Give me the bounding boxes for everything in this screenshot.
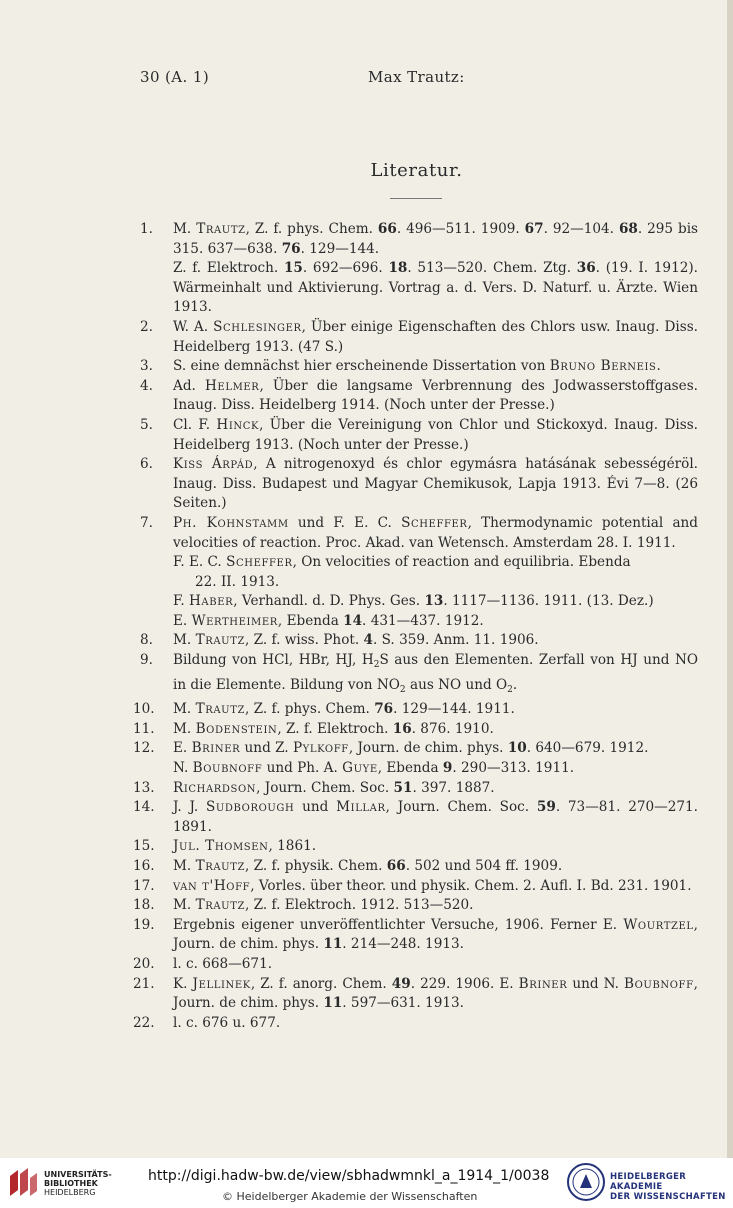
reference-5 xyxy=(133,416,698,455)
reference-text: Ad. Helmer, Über die langsame Verbrennung des Jodwasserstoffgases. Inaug. Diss. Heidelberg 1914. (Noch unter der Presse.) xyxy=(173,377,698,414)
reference-13 xyxy=(133,779,698,799)
reference-number: 22. xyxy=(133,1014,155,1031)
reference-number: 10. xyxy=(133,701,155,718)
reference-number: 21. xyxy=(133,975,155,992)
reference-text-continued: E. Wertheimer, Ebenda 14. 431—437. 1912. xyxy=(173,612,484,629)
reference-number: 7. xyxy=(140,514,153,531)
reference-number: 17. xyxy=(133,877,155,894)
reference-text: M. Trautz, Z. f. Elektroch. 1912. 513—520. xyxy=(173,897,474,914)
section-title: Literatur. xyxy=(370,160,463,181)
permalink-url[interactable]: http://digi.hadw-bw.de/view/sbhadwmnkl_a_1914_1/0038 xyxy=(148,1168,550,1184)
reference-text: M. Trautz, Z. f. phys. Chem. 66. 496—511. 1909. 67. 92—104. 68. 295 bis 315. 637—638. 76. 129—144. xyxy=(173,221,699,257)
reference-text: W. A. Schlesinger, Über einige Eigenschaften des Chlors usw. Inaug. Diss. Heidelberg 1913. (47 S.) xyxy=(173,318,698,355)
reference-17 xyxy=(133,877,698,897)
reference-text-continued: Z. f. Elektroch. 15. 692—696. 18. 513—520. Chem. Ztg. 36. (19. I. 1912). Wärmeinhalt und Aktivierung. Vortrag a. d. Vers. D. Naturf. u. Ärzte. Wien 1913. xyxy=(173,260,698,316)
reference-21 xyxy=(133,975,698,1014)
reference-22 xyxy=(133,1014,698,1034)
reference-number: 1. xyxy=(140,221,153,237)
reference-text: Bildung von HCl, HBr, HJ, $H_2S$ aus den Elementen. Zerfall von HJ und NO in die Elemente. Bildung von $NO_2$ aus NO und $O_2$. xyxy=(173,652,698,695)
reference-number: 4. xyxy=(140,377,153,394)
reference-11 xyxy=(133,720,698,740)
reference-2 xyxy=(133,318,698,357)
reference-text: Ergebnis eigener unveröffentlichter Versuche, 1906. Ferner E. Wourtzel, Journ. de chim. phys. 11. 214—248. 1913. xyxy=(173,916,698,953)
running-author: Max Trautz: xyxy=(368,68,465,86)
reference-4 xyxy=(133,377,698,416)
reference-10 xyxy=(133,700,698,720)
reference-8 xyxy=(133,631,698,651)
academy-seal-icon xyxy=(566,1162,606,1202)
reference-text: S. eine demnächst hier erscheinende Dissertation von Bruno Berneis. xyxy=(173,358,661,375)
reference-number: 9. xyxy=(140,652,153,669)
copyright-notice: © Heidelberger Akademie der Wissenschaften xyxy=(222,1190,478,1203)
reference-9 xyxy=(133,651,698,700)
reference-text: Richardson, Journ. Chem. Soc. 51. 397. 1887. xyxy=(173,779,495,796)
reference-text: l. c. 668—671. xyxy=(173,955,273,972)
reference-12 xyxy=(133,739,698,778)
reference-20 xyxy=(133,955,698,975)
reference-text: Ph. Kohnstamm und F. E. C. Scheffer, Thermodynamic potential and velocities of reaction. Proc. Akad. van Wetensch. Amsterdam 28. I. 1911. xyxy=(173,514,699,551)
reference-text: Kiss Árpád, A nitrogenoxyd és chlor egymásra hatásának sebességéröl. Inaug. Diss. Budapest und Magyar Chemikusok, Lapja 1913. Évi 7—8. (26 Seiten.) xyxy=(173,456,698,512)
reference-text: K. Jellinek, Z. f. anorg. Chem. 49. 229. 1906. E. Briner und N. Boubnoff, Journ. de chim. phys. 11. 597—631. 1913. xyxy=(173,975,698,1012)
reference-text-continued: F. E. C. Scheffer, On velocities of reaction and equilibria. Ebenda xyxy=(173,554,631,571)
title-divider xyxy=(390,198,442,199)
reference-14 xyxy=(133,798,698,837)
page-number: 30 (A. 1) xyxy=(140,68,210,86)
reference-1 xyxy=(133,220,698,318)
reference-text-continued: F. Haber, Verhandl. d. D. Phys. Ges. 13. 1117—1136. 1911. (13. Dez.) xyxy=(173,593,654,610)
reference-text-continued: N. Boubnoff und Ph. A. Guye, Ebenda 9. 290—313. 1911. xyxy=(173,760,575,777)
reference-text-continued: 22. II. 1913. xyxy=(195,573,280,590)
running-header xyxy=(140,68,700,90)
reference-number: 5. xyxy=(140,416,153,433)
reference-number: 11. xyxy=(133,720,155,737)
reference-18 xyxy=(133,896,698,916)
reference-number: 12. xyxy=(133,740,155,757)
reference-number: 2. xyxy=(140,318,153,335)
reference-number: 6. xyxy=(140,456,153,473)
reference-number: 15. xyxy=(133,838,155,855)
reference-16 xyxy=(133,857,698,877)
reference-3 xyxy=(133,357,698,377)
reference-text: E. Briner und Z. Pylkoff, Journ. de chim. phys. 10. 640—679. 1912. xyxy=(173,740,649,757)
reference-text: M. Bodenstein, Z. f. Elektroch. 16. 876. 1910. xyxy=(173,720,494,737)
viewer-footer xyxy=(0,1158,733,1208)
reference-text: Jul. Thomsen, 1861. xyxy=(173,838,317,855)
reference-text: M. Trautz, Z. f. wiss. Phot. 4. S. 359. Anm. 11. 1906. xyxy=(173,632,539,649)
reference-text: M. Trautz, Z. f. physik. Chem. 66. 502 und 504 ff. 1909. xyxy=(173,858,563,874)
reference-number: 8. xyxy=(140,632,153,649)
reference-number: 3. xyxy=(140,358,153,375)
library-name: UNIVERSITÄTS- BIBLIOTHEK HEIDELBERG xyxy=(44,1170,112,1197)
reference-number: 13. xyxy=(133,779,155,796)
reference-number: 14. xyxy=(133,799,155,816)
reference-text: Cl. F. Hinck, Über die Vereinigung von Chlor und Stickoxyd. Inaug. Diss. Heidelberg 1913. (Noch unter der Presse.) xyxy=(173,416,698,453)
reference-number: 16. xyxy=(133,858,155,874)
reference-text: J. J. Sudborough und Millar, Journ. Chem. Soc. 59. 73—81. 270—271. 1891. xyxy=(173,799,699,835)
reference-19 xyxy=(133,916,698,955)
reference-7 xyxy=(133,514,698,632)
reference-text: van t'Hoff, Vorles. über theor. und physik. Chem. 2. Aufl. I. Bd. 231. 1901. xyxy=(173,877,692,894)
reference-text: l. c. 676 u. 677. xyxy=(173,1014,281,1031)
reference-6 xyxy=(133,455,698,514)
reference-15 xyxy=(133,837,698,857)
academy-name: HEIDELBERGER AKADEMIE DER WISSENSCHAFTEN xyxy=(610,1172,726,1202)
reference-number: 19. xyxy=(133,916,155,933)
reference-number: 20. xyxy=(133,955,155,972)
reference-list xyxy=(133,220,698,1033)
reference-text: M. Trautz, Z. f. phys. Chem. 76. 129—144. 1911. xyxy=(173,701,515,718)
reference-number: 18. xyxy=(133,897,155,914)
library-logo-icon xyxy=(6,1166,40,1200)
